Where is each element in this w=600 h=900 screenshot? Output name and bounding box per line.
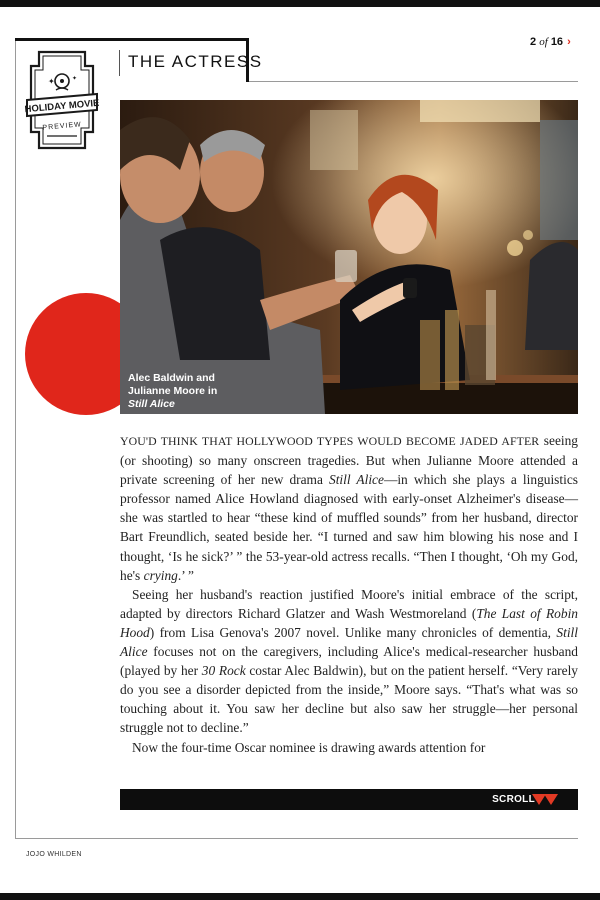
text-run: crying (143, 567, 178, 583)
text-run: Seeing her husband's reaction justified Moore's initial embrace of the script, adapted by directors Richard Glatzer and Wash Westmoreland ( (120, 586, 578, 621)
text-run: costar Alec Baldwin), but on the patient herself. “Very rarely do you see a disorder depicted from the inside,” Moore says. “That's what was so touching about it. You saw her decline but also saw her struggle—her personal struggle not to decline.” (120, 663, 579, 736)
scroll-bar[interactable] (120, 789, 578, 810)
article-paragraph-3 (120, 738, 578, 757)
top-bar (0, 0, 600, 7)
svg-text:✦: ✦ (72, 75, 78, 82)
page-counter (530, 36, 571, 48)
text-run: ) from Lisa Genova's 2007 novel. Unlike many chronicles of dementia, (149, 624, 557, 640)
photo-credit: JOJO WHILDEN (26, 851, 82, 858)
next-page-arrow-icon[interactable]: › (567, 36, 571, 48)
frame-top-rule (248, 81, 578, 82)
text-run: YOU'D THINK THAT HOLLYWOOD TYPES WOULD BECOME JADED AFTER (120, 434, 540, 448)
page-of: of (539, 36, 548, 48)
caption-line-1: Alec Baldwin and (128, 372, 215, 384)
text-run: Now the four-time Oscar nominee is drawing awards attention for (132, 739, 486, 755)
article-photo (120, 100, 578, 414)
page-current: 2 (530, 36, 537, 48)
holiday-movie-preview-badge (25, 48, 99, 156)
article-paragraph-1 (120, 431, 578, 585)
frame-bottom-rule (15, 838, 578, 839)
bottom-bar (0, 893, 600, 900)
caption-title: Still Alice (128, 398, 175, 410)
text-run: —in which she plays a linguistics professor named Alice Howland diagnosed with early-onset Alzheimer's disease—she was startled to hear “these kind of muffled sounds” from her husband, director Bart Freundlich, seated beside her. “I turned and saw him blowing his nose and I thought, ‘Is he sick?’ ” the 53-year-old actress recalls. “Then I thought, ‘Oh my God, he's (120, 472, 578, 583)
text-run: .’ ” (177, 567, 194, 583)
photo-caption (128, 372, 217, 411)
badge-line2: PREVIEW (42, 121, 83, 132)
text-run: focuses not on the caregivers, including Alice's medical-researcher husband (played by her (120, 644, 578, 679)
svg-text:✦: ✦ (48, 77, 55, 86)
text-run: 30 Rock (201, 663, 246, 679)
text-run: Still Alice (120, 624, 578, 660)
text-run: seeing (or shooting) so many onscreen tragedies. But when Julianne Moore attended a private screening of her new drama (120, 433, 579, 488)
frame-left-rule (15, 40, 16, 838)
scroll-down-arrow-icon-2[interactable] (544, 794, 558, 805)
article-paragraph-2 (120, 585, 578, 738)
page-total: 16 (550, 36, 564, 48)
caption-line-2: Julianne Moore in (128, 385, 218, 397)
badge-line1: HOLIDAY MOVIE (25, 97, 99, 116)
section-divider (119, 50, 120, 76)
text-run: The Last of Robin Hood (120, 605, 578, 640)
scroll-label[interactable]: SCROLL (492, 794, 535, 805)
text-run: Still Alice (329, 472, 384, 488)
section-title: THE ACTRESS (128, 52, 263, 71)
article-body (120, 431, 578, 757)
